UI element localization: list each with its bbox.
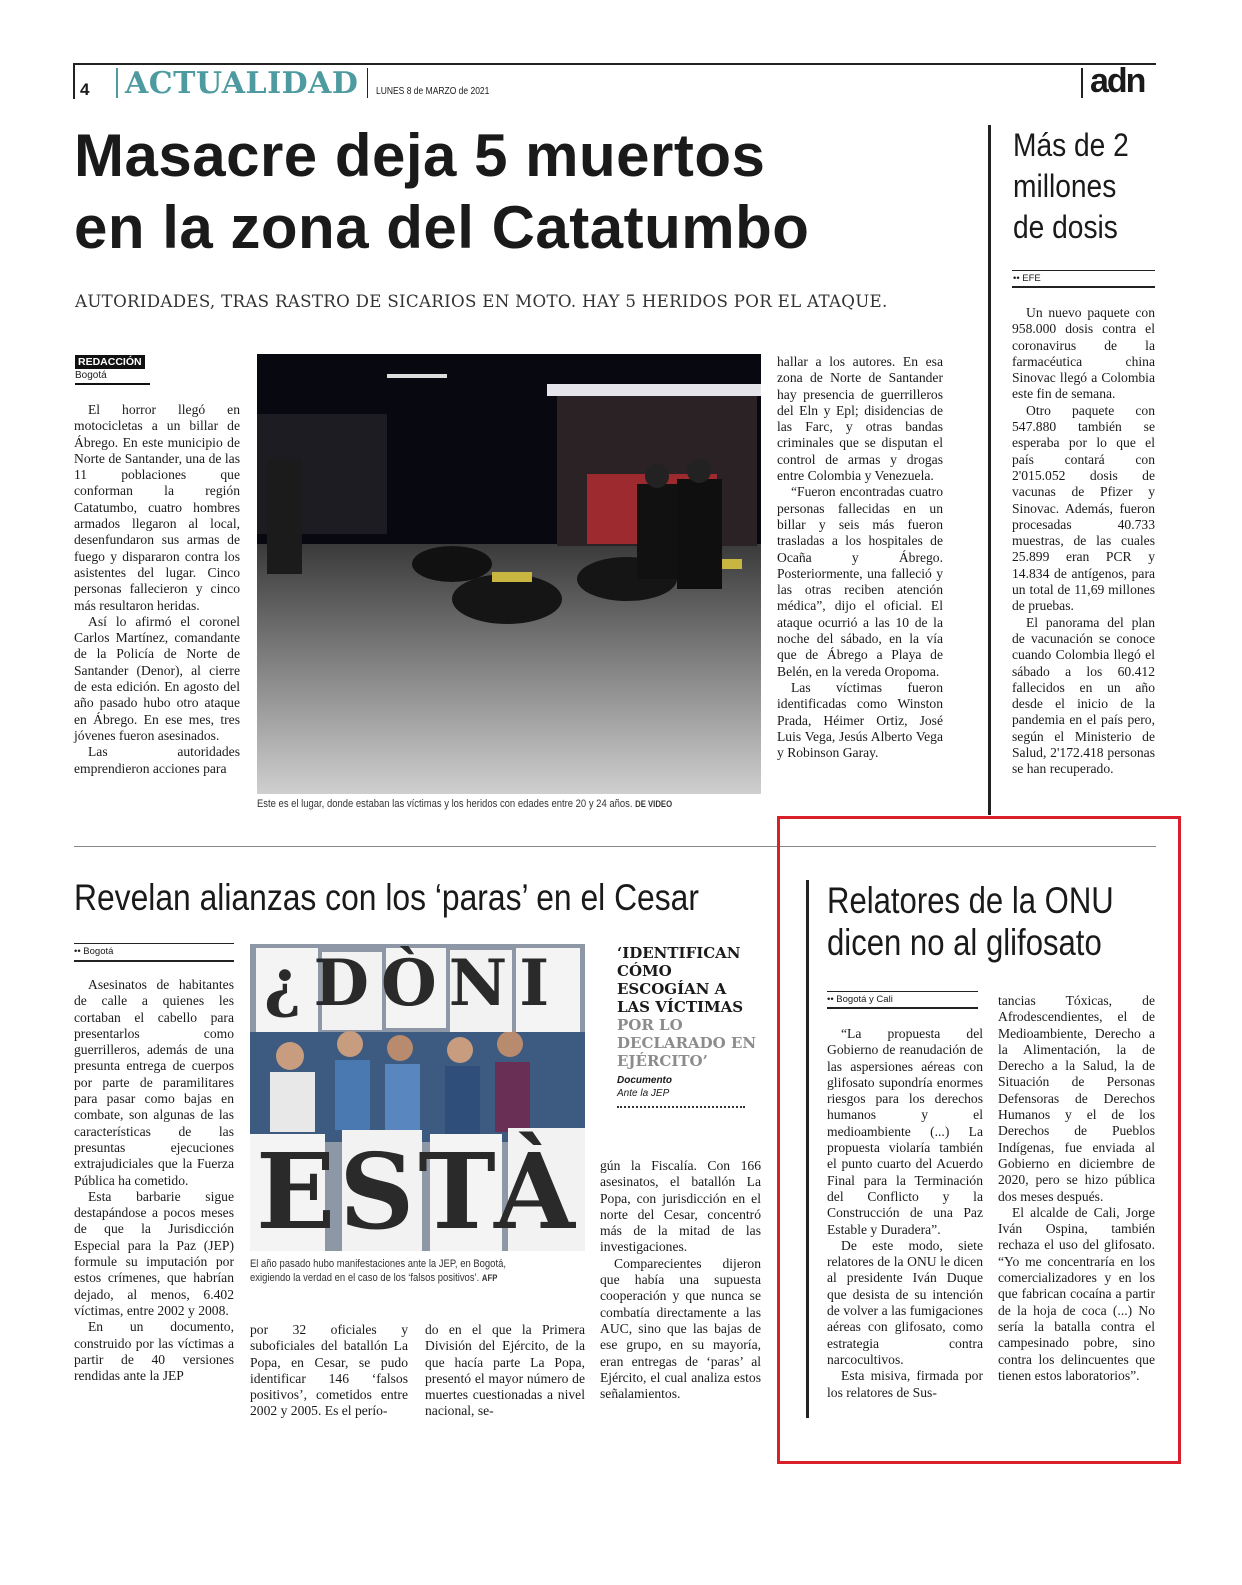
paras-col4-p1: gún la Fiscalía. Con 166 asesinatos, el batallón La Popa, con jurisdicción en el norte del Cesar, concentró más de la mitad de las investigaciones. bbox=[600, 1158, 761, 1255]
pull-quote-light: POR LO DECLARADO EN EJÉRCITO’ bbox=[617, 1016, 757, 1070]
sidebar-byline-rule bbox=[1012, 286, 1155, 288]
paras-photo bbox=[250, 944, 585, 1251]
pull-quote-dark: ‘IDENTIFICAN CÓMO ESCOGÍAN A LAS VÍCTIMAS bbox=[617, 944, 744, 1016]
pull-quote-source: Documento bbox=[617, 1075, 672, 1086]
onu-col1-p1: “La propuesta del Gobierno de reanudación de las aspersiones aéreas con glifosato supondría enormes riesgos para los derechos humanos y el medioambiente (...) La propuesta violaría también el punto cuarto del Acuerdo Final para la Terminación del Conflicto y la Construcción de una Paz Estable y Duradera”. bbox=[827, 1026, 983, 1237]
brand-divider bbox=[1081, 68, 1083, 98]
lead-col1-p1: El horror llegó en motocicletas a un billar de Ábrego. En este municipio de Norte de Santander, una de las 11 poblaciones que conforman la región Catatumbo, cuatro hombres armados llegaron al local, desenfundaron sus armas de fuego y dispararon contra los asistentes del lugar. Cinco personas fallecieron y cinco más resultaron heridas. bbox=[74, 402, 240, 613]
onu-col1-p2: De este modo, siete relatores de la ONU le dicen al presidente Iván Duque que desista de su intención de volver a las fumigaciones aéreas con glifosato, como estrategia contra narcocultivos. bbox=[827, 1237, 983, 1367]
paras-column-1 bbox=[74, 977, 234, 1384]
onu-headline-line1: Relatores de la ONU bbox=[827, 880, 1114, 921]
lead-byline: REDACCIÓN bbox=[75, 355, 145, 369]
onu-left-rule bbox=[806, 880, 809, 1418]
header-left-rule bbox=[73, 63, 75, 99]
sidebar-headline: Más de 2 millones de dosis bbox=[1013, 127, 1129, 245]
paras-photo-credit: AFP bbox=[481, 1273, 498, 1283]
lead-location: Bogotá bbox=[75, 370, 107, 381]
paras-pull-quote bbox=[617, 944, 757, 1108]
onu-col2-p1: tancias Tóxicas, de Afrodescendientes, el de Medioambiente, Derecho a la Alimentación, la de Derecho a la Salud, la de Situación de Personas Defensoras de Derechos Humanos y el de los Derechos de Pueblos Indígenas, fue enviada al Gobierno en diciembre de 2020, pero se hizo pública dos meses después. bbox=[998, 993, 1155, 1204]
onu-headline bbox=[827, 880, 1114, 964]
lead-col1-p2: Así lo afirmó el coronel Carlos Martínez, comandante de la Policía de Norte de Santander (Denor), al cierre de esta edición. En agosto del año pasado hubo otro ataque en Ábrego. En ese mes, tres jóvenes fueron asesinados. bbox=[74, 613, 240, 743]
onu-byline: •• Bogotá y Cali bbox=[827, 994, 893, 1005]
paras-column-2 bbox=[250, 1322, 408, 1420]
sidebar-byline-text: EFE bbox=[1022, 273, 1041, 284]
sidebar-body bbox=[1012, 305, 1155, 778]
onu-headline-line2: dicen no al glifosato bbox=[827, 922, 1102, 963]
edition-date: LUNES 8 de MARZO de 2021 bbox=[376, 86, 490, 97]
onu-byline-rule bbox=[827, 1007, 978, 1009]
pull-quote-source-detail: Ante la JEP bbox=[617, 1088, 670, 1099]
lead-headline bbox=[74, 120, 809, 264]
paras-byline-top-rule bbox=[74, 943, 234, 944]
paras-col1-p2: Esta barbarie sigue destapándose a pocos meses de que la Jurisdicción Especial para la Paz (JEP) formule su imputación por estos crímenes, que habrían dejado, al menos, 6.402 víctimas, entre 2002 y 2008. bbox=[74, 1188, 234, 1318]
lead-photo-caption bbox=[257, 798, 672, 810]
section-divider bbox=[116, 68, 118, 98]
paras-col1-p1: Asesinatos de habitantes de calle a quienes les cortaban el cabello para presentarlos como guerrilleros, además de una presunta entrega de cuerpos por parte de paramilitares para pasar como bajas en combate, son algunas de las características de las presuntas ejecuciones extrajudiciales que la Fuerza Pública ha cometido. bbox=[74, 977, 234, 1188]
paras-byline: •• Bogotá bbox=[74, 946, 114, 957]
section-title: ACTUALIDAD bbox=[125, 66, 359, 101]
sidebar-byline: •• EFE bbox=[1013, 273, 1041, 284]
lead-headline-line1: Masacre deja 5 muertos bbox=[74, 122, 766, 189]
onu-col2-p2: El alcalde de Cali, Jorge Iván Ospina, también rechaza el uso del glifosato. “Yo me concentraría en los comercializadores y en los que fabrican cocaína a partir de la hoja de coca (...) No sería la batalla contra el campesinado pobre, sino contra los delincuentes que tienen estos laboratorios”. bbox=[998, 1204, 1155, 1383]
lead-caption-text: Este es el lugar, donde estaban las víctimas y los heridos con edades entre 20 y 24 años. bbox=[257, 798, 633, 810]
paras-column-4 bbox=[600, 1158, 761, 1402]
lead-subhead: AUTORIDADES, TRAS RASTRO DE SICARIOS EN MOTO. HAY 5 HERIDOS POR EL ATAQUE. bbox=[75, 292, 888, 312]
paras-col2-p1: por 32 oficiales y suboficiales del batallón La Popa, en Cesar, se pudo identificar 146 ‘falsos positivos’, cometidos entre 2002 y 2005. Es el perío- bbox=[250, 1322, 408, 1419]
protest-sign-top: ¿DÒNI bbox=[264, 946, 562, 1021]
onu-col1-p3: Esta misiva, firmada por los relatores de Sus- bbox=[827, 1368, 983, 1400]
date-divider bbox=[367, 68, 368, 98]
lead-col2-p2: “Fueron encontradas cuatro personas fallecidas en un billar y seis más fueron trasladas a los hospitales de Ocaña y Ábrego. Posteriormente, una falleció y las otras reciben atención médica”, dijo el oficial. El ataque ocurrió a las 10 de la noche del sábado, en la vía que de Ábrego a Playa de Belén, en la vereda Oropoma. bbox=[777, 484, 943, 679]
sidebar-rule bbox=[988, 125, 991, 815]
paras-caption-line1: El año pasado hubo manifestaciones ante la JEP, en Bogotá, bbox=[250, 1258, 506, 1270]
lead-column-2 bbox=[777, 354, 943, 761]
onu-column-1 bbox=[827, 1026, 983, 1401]
lead-col2-p1: hallar a los autores. En esa zona de Norte de Santander hay presencia de guerrilleros del Eln y Epl; disidencias de las Farc, y otras bandas criminales que se disputan el control de armas y drogas entre Colombia y Venezuela. bbox=[777, 354, 943, 484]
onu-byline-top-rule bbox=[827, 991, 978, 992]
sidebar-byline-top-rule bbox=[1012, 270, 1155, 271]
paras-col4-p2: Comparecientes dijeron que había una supuesta cooperación y que nunca se combatía directamente a las AUC, sino que las bajas de ese grupo, en su mayoría, eran entregas de ‘paras’ al Ejército, el cual analiza estos señalamientos. bbox=[600, 1255, 761, 1402]
sidebar-p3: El panorama del plan de vacunación se conoce cuando Colombia llegó el sábado a los 60.412 fallecidos en un año desde el inicio de la pandemia en el país pero, según el Ministerio de Salud, 2'172.418 personas se han recuperado. bbox=[1012, 614, 1155, 777]
page-number: 4 bbox=[80, 80, 90, 99]
paras-headline: Revelan alianzas con los ‘paras’ en el Cesar bbox=[74, 877, 699, 918]
lead-photo bbox=[257, 354, 761, 794]
brand-logo: adn bbox=[1090, 62, 1145, 100]
protest-sign-bottom: ESTÀ bbox=[256, 1130, 579, 1251]
lead-headline-line2: en la zona del Catatumbo bbox=[74, 194, 810, 261]
paras-col1-p3: En un documento, construido por las víctimas a partir de 40 versiones rendidas ante la JEP bbox=[74, 1319, 234, 1384]
lead-col2-p3: Las víctimas fueron identificadas como Winston Prada, Héimer Ortiz, José Luis Vega, Jesús Alberto Vega y Robinson Garay. bbox=[777, 679, 943, 761]
paras-column-3 bbox=[425, 1322, 585, 1420]
lead-col1-p3: Las autoridades emprendieron acciones para bbox=[74, 744, 240, 776]
lead-column-1 bbox=[74, 402, 240, 777]
header-top-rule bbox=[73, 63, 1156, 65]
onu-column-2 bbox=[998, 993, 1155, 1384]
paras-col3-p1: do en el que la Primera División del Ejército, de la que hacía parte La Popa, presentó el mayor número de muertes cuestionadas a nivel nacional, se- bbox=[425, 1322, 585, 1419]
paras-byline-text: Bogotá bbox=[83, 946, 114, 957]
sidebar-p2: Otro paquete con 547.880 también se esperaba por lo que el país contará con 2'015.052 dosis de vacunas de Pfizer y Sinovac. Además, fueron procesadas 40.733 muestras, de las cuales 25.899 eran PCR y 14.834 de antígenos, para un total de 11,69 millones de pruebas. bbox=[1012, 402, 1155, 614]
onu-byline-text: Bogotá y Cali bbox=[836, 994, 893, 1005]
sidebar-p1: Un nuevo paquete con 958.000 dosis contra el coronavirus de la farmacéutica china Sinovac llegó a Colombia este fin de semana. bbox=[1012, 305, 1155, 402]
paras-caption-line2: exigiendo la verdad en el caso de los ‘falsos positivos’. bbox=[250, 1272, 480, 1284]
lead-photo-credit: DE VIDEO bbox=[635, 799, 673, 809]
paras-photo-caption bbox=[250, 1257, 506, 1285]
lead-byline-box bbox=[75, 355, 150, 385]
paras-byline-rule bbox=[74, 960, 234, 962]
pull-quote-dots bbox=[617, 1106, 745, 1108]
